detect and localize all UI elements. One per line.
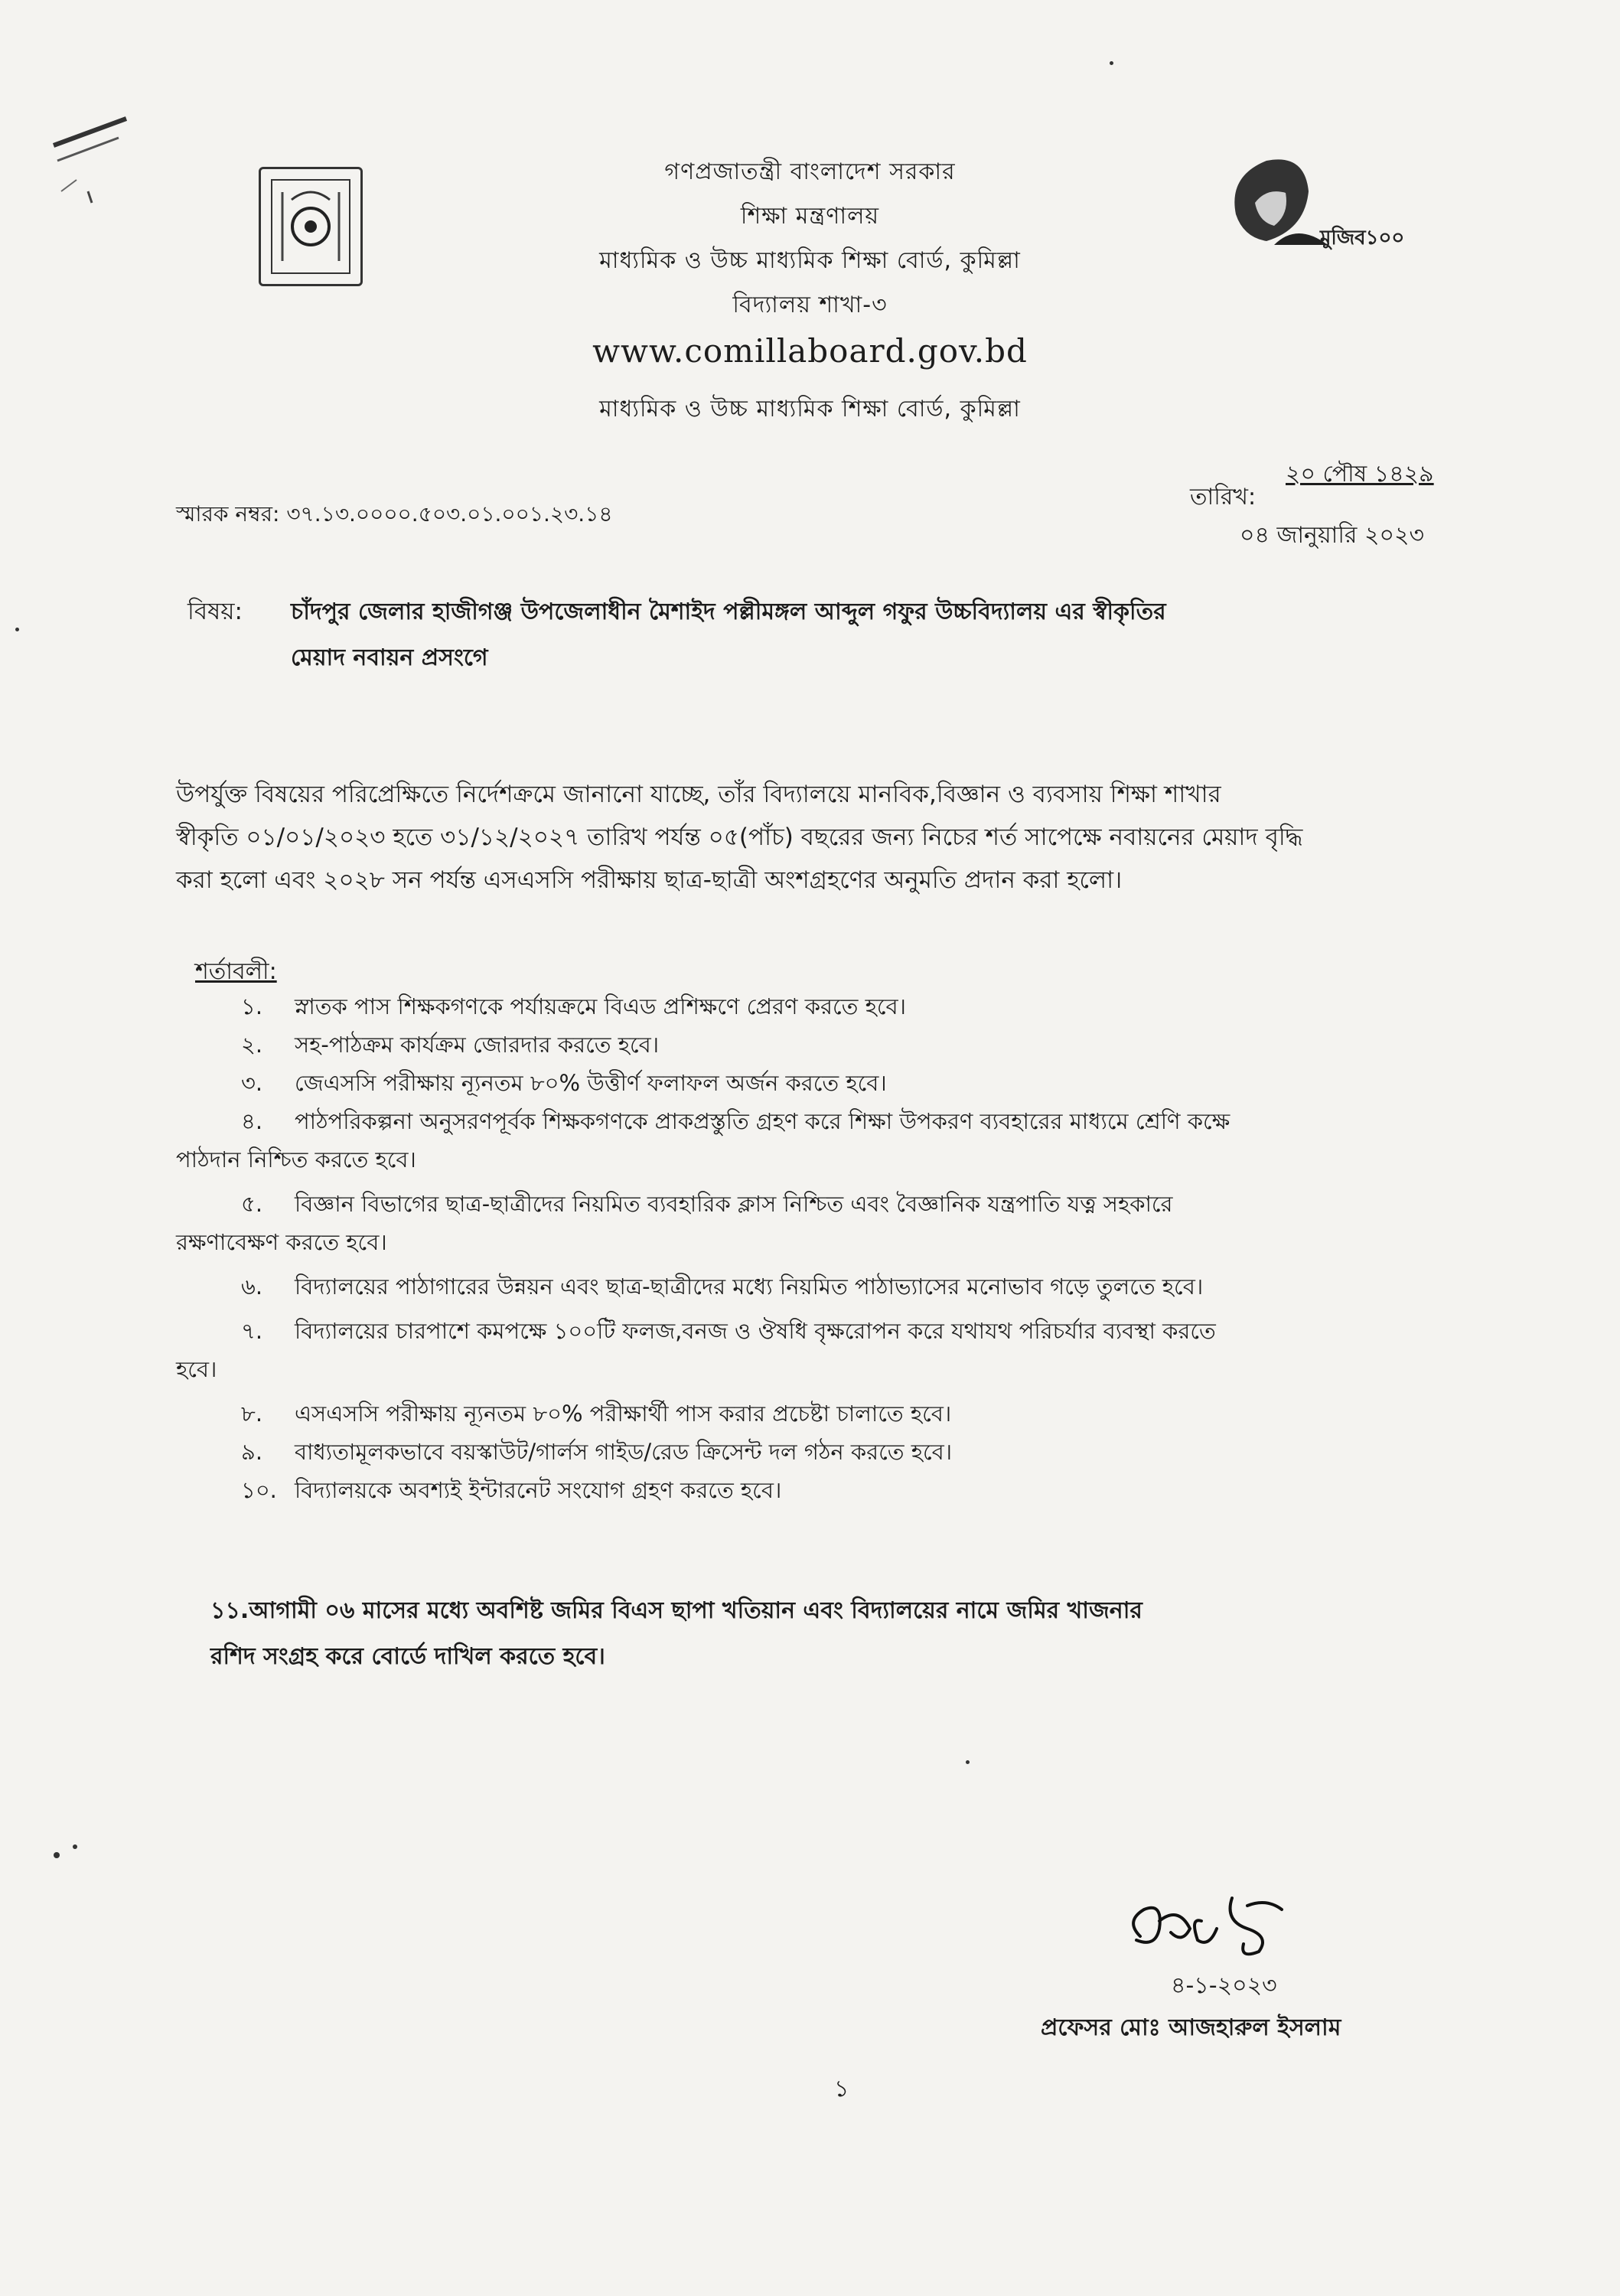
scan-speck — [966, 1760, 970, 1764]
conditions-list — [176, 987, 1230, 1509]
scan-speck — [54, 1852, 60, 1858]
conditions-title: শর্তাবলী: — [195, 958, 277, 985]
memo-number-label: স্মারক নম্বর: — [176, 501, 280, 527]
header-board-repeat: মাধ্যমিক ও উচ্চ মাধ্যমিক শিক্ষা বোর্ড, কুমিল্লা — [599, 396, 1021, 422]
signatory-name: প্রফেসর মোঃ আজহারুল ইসলাম — [1041, 2014, 1341, 2041]
condition-item-11: ১১.আগামী ০৬ মাসের মধ্যে অবশিষ্ট জমির বিএস ছাপা খতিয়ান এবং বিদ্যালয়ের নামে জমির খাজনার রশিদ সংগ্রহ করে বোর্ডে দাখিল করতে হবে। — [210, 1597, 1142, 1670]
header-board: মাধ্যমিক ও উচ্চ মাধ্যমিক শিক্ষা বোর্ড, কুমিল্লা — [599, 247, 1021, 274]
condition-item: ১. স্নাতক পাস শিক্ষকগণকে পর্যায়ক্রমে বিএড প্রশিক্ষণে প্রেরণ করতে হবে। — [241, 993, 907, 1019]
subject-line-1: চাঁদপুর জেলার হাজীগঞ্জ উপজেলাধীন মৈশাইদ পল্লীমঙ্গল আব্দুল গফুর উচ্চবিদ্যালয় এর স্বীকৃতির — [291, 598, 1166, 625]
scan-speck — [1110, 61, 1113, 65]
header-website: www.comillaboard.gov.bd — [592, 332, 1028, 370]
body-line-2: স্বীকৃতি ০১/০১/২০২৩ হতে ৩১/১২/২০২৭ তারিখ পর্যন্ত ০৫(পাঁচ) বছরের জন্য নিচের শর্ত সাপেক্ষে নবায়নের মেয়াদ বৃদ্ধি — [176, 823, 1303, 851]
memo-number-row — [176, 497, 613, 533]
body-paragraph — [176, 773, 1302, 902]
portrait-caption: মুজিব১০০ — [1320, 227, 1405, 249]
condition-item: ৮. এসএসসি পরীক্ষায় ন্যূনতম ৮০% পরীক্ষার্থী পাস করার প্রচেষ্টা চালাতে হবে। — [241, 1401, 952, 1427]
condition-item: ১০. বিদ্যালয়কে অবশ্যই ইন্টারনেট সংযোগ গ্রহণ করতে হবে। — [241, 1477, 782, 1503]
body-line-1: উপর্যুক্ত বিষয়ের পরিপ্রেক্ষিতে নির্দেশক্রমে জানানো যাচ্ছে, তাঁর বিদ্যালয়ে মানবিক,বিজ্ঞান ও ব্যবসায় শিক্ষা শাখার — [176, 781, 1221, 808]
memo-date-english: ০৪ জানুয়ারি ২০২৩ — [1240, 522, 1424, 549]
condition-item-continuation: পাঠদান নিশ্চিত করতে হবে। — [176, 1146, 416, 1172]
handwritten-signature — [1117, 1875, 1316, 1967]
subject-line-2: মেয়াদ নবায়ন প্রসংগে — [291, 644, 488, 671]
subject-label: বিষয়: — [187, 598, 243, 625]
header-government: গণপ্রজাতন্ত্রী বাংলাদেশ সরকার — [664, 158, 956, 185]
condition-item-continuation: হবে। — [176, 1356, 217, 1382]
condition-item: ৫. বিজ্ঞান বিভাগের ছাত্র-ছাত্রীদের নিয়মিত ব্যবহারিক ক্লাস নিশ্চিত এবং বৈজ্ঞানিক যন্ত্রপাতি যত্ন সহকারে — [241, 1191, 1173, 1217]
condition-item: ৬. বিদ্যালয়ের পাঠাগারের উন্নয়ন এবং ছাত্র-ছাত্রীদের মধ্যে নিয়মিত পাঠাভ্যাসের মনোভাব গড়ে তুলতে হবে। — [241, 1274, 1204, 1300]
memo-number: ৩৭.১৩.০০০০.৫০৩.০১.০০১.২৩.১৪ — [286, 501, 613, 527]
memo-date-bangla: ২০ পৌষ ১৪২৯ — [1286, 461, 1434, 488]
header-ministry: শিক্ষা মন্ত্রণালয় — [740, 203, 880, 230]
condition-item: ২. সহ-পাঠক্রম কার্যক্রম জোরদার করতে হবে। — [241, 1032, 660, 1058]
condition-item: ৭. বিদ্যালয়ের চারপাশে কমপক্ষে ১০০টি ফলজ,বনজ ও ঔষধি বৃক্ষরোপন করে যথাযথ পরিচর্যার ব্যবস্থা করতে — [241, 1318, 1216, 1344]
page-number: ১ — [834, 2076, 849, 2102]
signature-date: ৪-১-২০২৩ — [1171, 1972, 1277, 1999]
header-branch: বিদ্যালয় শাখা-৩ — [732, 292, 888, 318]
body-line-3: করা হলো এবং ২০২৮ সন পর্যন্ত এসএসসি পরীক্ষায় ছাত্র-ছাত্রী অংশগ্রহণের অনুমতি প্রদান করা হলো। — [176, 866, 1123, 894]
condition-item: ৩. জেএসসি পরীক্ষায় ন্যূনতম ৮০% উত্তীর্ণ ফলাফল অর্জন করতে হবে। — [241, 1070, 887, 1096]
scan-speck — [15, 628, 19, 631]
condition-item: ৪. পাঠপরিকল্পনা অনুসরণপূর্বক শিক্ষকগণকে প্রাকপ্রস্তুতি গ্রহণ করে শিক্ষা উপকরণ ব্যবহারের মাধ্যমে শ্রেণি কক্ষে — [241, 1108, 1230, 1134]
condition-item: ৯. বাধ্যতামূলকভাবে বয়স্কাউট/গার্লস গাইড/রেড ক্রিসেন্ট দল গঠন করতে হবে। — [241, 1439, 953, 1465]
memo-date-label: তারিখ: — [1190, 484, 1257, 510]
condition-item-continuation: রক্ষণাবেক্ষণ করতে হবে। — [176, 1229, 387, 1255]
scan-speck — [73, 1844, 77, 1849]
